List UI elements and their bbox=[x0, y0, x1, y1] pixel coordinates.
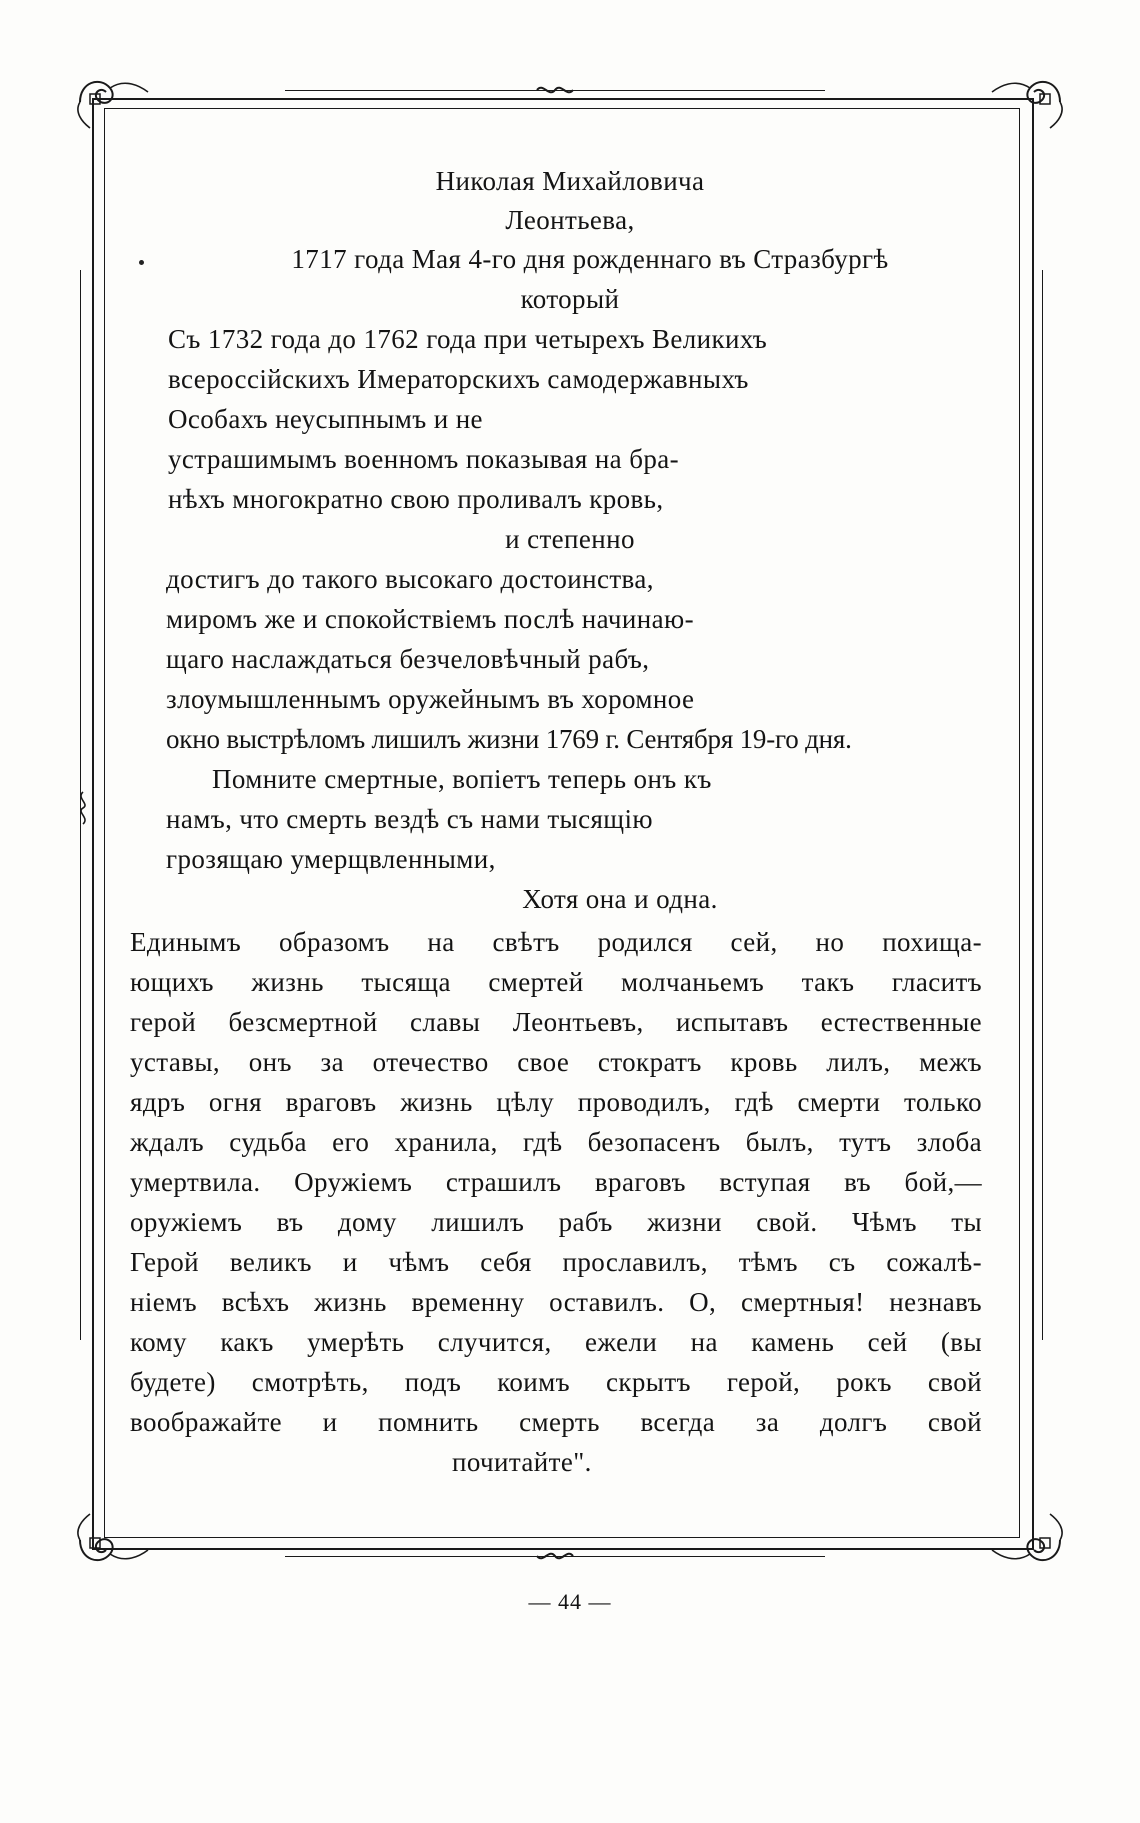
closing-line: почитайте". bbox=[452, 1447, 592, 1477]
inscription-line: миромъ же и спокойствіемъ послѣ начинаю- bbox=[166, 604, 694, 634]
inscription-line: всероссійскихъ Имераторскихъ самодержавныхъ bbox=[168, 364, 749, 394]
inscription-line: Помните смертные, вопіетъ теперь онъ къ bbox=[212, 764, 712, 794]
paragraph-line: Единымъ образомъ на свѣтъ родился сей, но похища- bbox=[130, 927, 982, 957]
paragraph-line: Герой великъ и чѣмъ себя прославилъ, тѣмъ съ сожалѣ- bbox=[130, 1247, 982, 1277]
inscription-line: Особахъ неусыпнымъ и не bbox=[168, 404, 483, 434]
inscription-line: щаго наслаждаться безчеловѣчный рабъ, bbox=[166, 644, 650, 674]
inscription-line: устрашимымъ военномъ показывая на бра- bbox=[168, 444, 680, 474]
paragraph-line: ющихъ жизнь тысяща смертей молчаньемъ такъ гласитъ bbox=[130, 967, 982, 997]
inscription-line: 1717 года Мая 4-го дня рожденнаго въ Стразбургѣ bbox=[291, 244, 889, 274]
paragraph-line: уставы, онъ за отечество свое стократъ кровь лилъ, межъ bbox=[130, 1047, 982, 1077]
paragraph-line: ждалъ судьба его хранила, гдѣ безопасенъ былъ, тутъ злоба bbox=[130, 1127, 982, 1157]
inscription-line: нѣхъ многократно свою проливалъ кровь, bbox=[168, 484, 664, 514]
paragraph-line: ніемъ всѣхъ жизнь временну оставилъ. О, смертныя! незнавъ bbox=[130, 1287, 982, 1317]
paragraph-line: умертвила. Оружіемъ страшилъ враговъ вступая въ бой,— bbox=[130, 1167, 982, 1197]
page-number: — 44 — bbox=[528, 1589, 612, 1614]
inscription-line: Съ 1732 года до 1762 года при четырехъ Великихъ bbox=[168, 324, 768, 354]
paragraph-line: оружіемъ въ дому лишилъ рабъ жизни свой. Чѣмъ ты bbox=[130, 1207, 982, 1237]
paragraph-line: воображайте и помнить смерть всегда за долгъ свой bbox=[130, 1407, 982, 1437]
inscription-line: злоумышленнымъ оружейнымъ въ хоромное bbox=[166, 684, 695, 714]
heading-surname: Леонтьева, bbox=[505, 205, 635, 235]
inscription-line: Хотя она и одна. bbox=[522, 884, 718, 914]
inscription-line: который bbox=[520, 284, 620, 314]
inscription-line: окно выстрѣломъ лишилъ жизни 1769 г. Сентября 19-го дня. bbox=[166, 724, 852, 754]
inscription-line: достигъ до такого высокаго достоинства, bbox=[166, 564, 654, 594]
heading-name: Николая Михайловича bbox=[435, 166, 705, 196]
paragraph-line: будете) смотрѣть, подъ коимъ скрытъ герой, рокъ свой bbox=[130, 1367, 982, 1397]
inscription-line: грозящаю умерщвленными, bbox=[166, 844, 496, 874]
inscription-line: намъ, что смерть вездѣ съ нами тысящію bbox=[166, 804, 653, 834]
paragraph-line: герой безсмертной славы Леонтьевъ, испытавъ естественные bbox=[130, 1007, 982, 1037]
paragraph-line: ядръ огня враговъ жизнь цѣлу проводилъ, гдѣ смерти только bbox=[130, 1087, 982, 1117]
inscription-line: и степенно bbox=[505, 524, 635, 554]
paragraph-line: кому какъ умерѣть случится, ежели на камень сей (вы bbox=[130, 1327, 982, 1357]
